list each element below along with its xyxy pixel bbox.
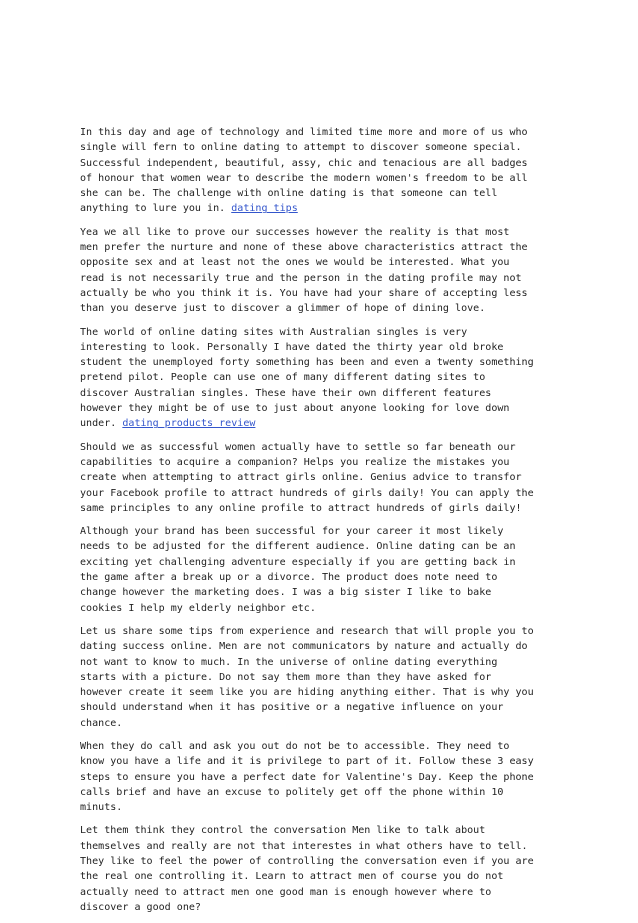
paragraph-1-text: In this day and age of technology and limited time more and more of us who single will fern to online dating to attempt to discover someone special. Successful independent, beautiful, assy, chic and tenacious are all badges of honour that women wear to describe the modern women's freedom to be all she can be. The challenge with online dating is that someone can tell anything to lure you in. bbox=[80, 127, 528, 215]
dating-products-review-link[interactable]: dating products review bbox=[122, 418, 256, 430]
dating-tips-link[interactable]: dating tips bbox=[231, 203, 298, 215]
paragraph-2 bbox=[80, 225, 562, 317]
paragraph-5 bbox=[80, 524, 562, 616]
paragraph-3-text: The world of online dating sites with Australian singles is very interesting to look. Personally I have dated the thirty year old broke student the unemployed forty something has been and even a twenty something pretend pilot. People can use one of many different dating sites to discover Australian singles. These have their own different features however they might be of use to just about anyone looking for love down under. bbox=[80, 326, 534, 430]
paragraph-3 bbox=[80, 325, 562, 432]
paragraph-6-text: Let us share some tips from experience and research that will prople you to dating success online. Men are not communicators by nature and actually do not want to know to much. In the universe of online dating everything starts with a picture. Do not say them more than they have asked for however create it seem like you are hiding anything either. That is why you should understand when it has positive or a negative influence on your chance. bbox=[80, 625, 534, 729]
document-page bbox=[80, 125, 562, 923]
paragraph-4 bbox=[80, 440, 562, 516]
paragraph-6 bbox=[80, 624, 562, 731]
paragraph-1 bbox=[80, 125, 562, 217]
paragraph-8 bbox=[80, 823, 562, 915]
paragraph-7-text: When they do call and ask you out do not be to accessible. They need to know you have a life and it is privilege to part of it. Follow these 3 easy steps to ensure you have a perfect date for Valentine's Day. Keep the phone calls brief and have an excuse to politely get off the phone within 10 minuts. bbox=[80, 740, 534, 814]
paragraph-2-text: Yea we all like to prove our successes however the reality is that most men prefer the nurture and none of these above characteristics attract the opposite sex and at least not the ones we would be interested. What you read is not necessarily true and the person in the dating profile may not actually be who you think it is. You have had your share of accepting less than you deserve just to discover a glimmer of hope of dining love. bbox=[80, 226, 528, 315]
paragraph-5-text: Although your brand has been successful for your career it most likely needs to be adjusted for the different audience. Online dating can be an exciting yet challenging adventure especially if you are getting back in the game after a break up or a divorce. The product does note need to change however the marketing does. I was a big sister I like to bake cookies I help my elderly neighbor etc. bbox=[80, 526, 516, 614]
paragraph-8-text: Let them think they control the conversation Men like to talk about themselves and really are not that interestes in what others have to tell. They like to feel the power of controlling the conversation even if you are the real one controlling it. Learn to attract men of course you do not actually need to attract men one good man is enough however where to discover a good one? bbox=[80, 825, 534, 913]
paragraph-7 bbox=[80, 739, 562, 815]
paragraph-4-text: Should we as successful women actually have to settle so far beneath our capabilities to acquire a companion? Helps you realize the mistakes you create when attempting to attract girls online. Genius advice to transfor your Facebook profile to attract hundreds of girls daily! You can apply the same principles to any online profile to attract hundreds of girls daily! bbox=[80, 441, 534, 514]
